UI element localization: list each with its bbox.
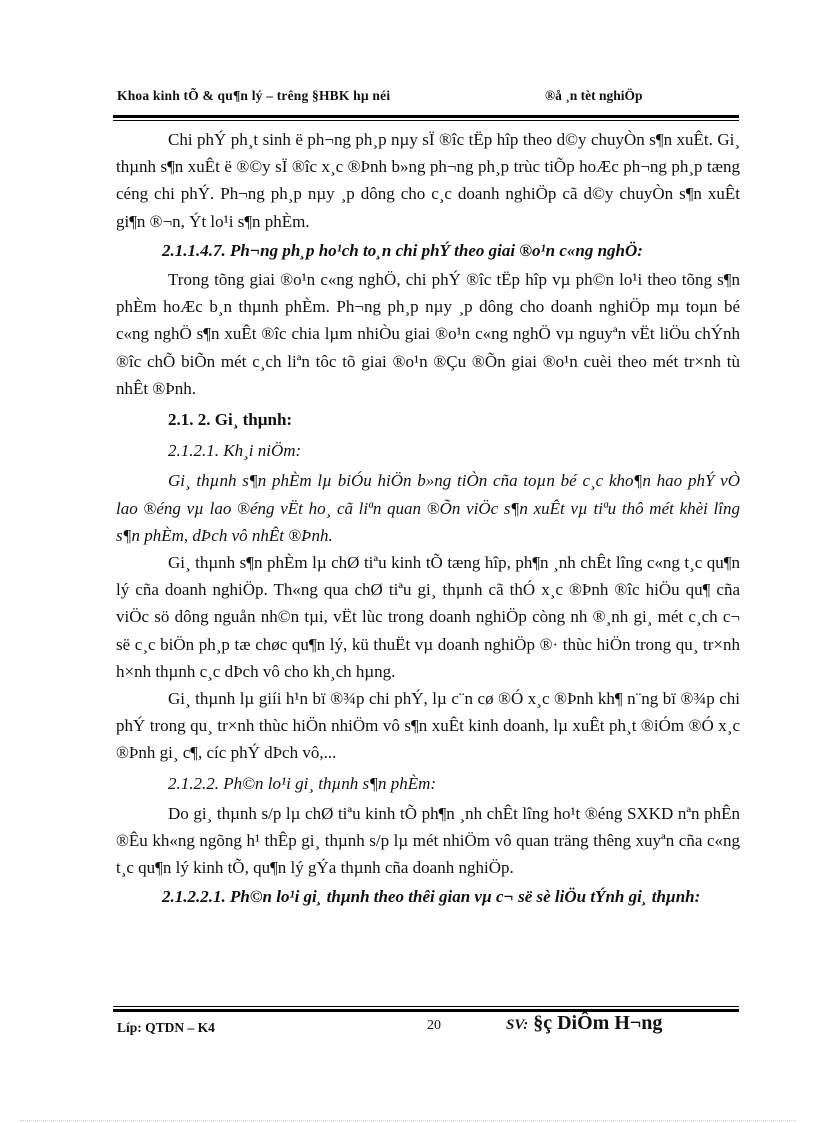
footer-student bbox=[506, 1012, 662, 1035]
paragraph-classification: Do gi¸ thµnh s/p lµ chØ tiªu kinh tÕ ph¶n ¸nh chÊt lîng ho¹t ®éng SXKD nªn phÊn ®Êu kh«ng ngõng h¹ thÊp gi¸ thµnh s/p lµ mét nhiÖm vô quan träng thêng xuyªn cña c«ng t¸c qu¶n lý kinh tÕ, qu¶n lý gÝa thµnh cña doanh nghiÖp. bbox=[116, 803, 740, 878]
student-name: §ç DiÔm H¬ng bbox=[533, 1012, 663, 1034]
page-edge-dots bbox=[20, 1120, 796, 1121]
page-number: 20 bbox=[427, 1018, 441, 1033]
header-department: Khoa kinh tÕ & qu¶n lý – trêng §HBK hµ néi bbox=[117, 88, 391, 103]
subsection-heading-by-time: 2.1.2.2.1. Ph©n lo¹i gi¸ thµnh theo thêi gian vµ c¬ së sè liÖu tÝnh gi¸ thµnh: bbox=[162, 887, 701, 907]
paragraph-stage-costing: Trong tõng giai ®o¹n c«ng nghÖ, chi phÝ ®îc tËp hîp vµ ph©n lo¹i theo tõng s¶n phÈm hoÆc b¸n thµnh phÈm. Ph¬ng ph¸p nµy ¸p dông cho doanh nghiÖp mµ toµn bé c«ng nghÖ s¶n xuÊt ®îc chia lµm nhiÒu giai ®o¹n c«ng nghÖ vµ nguyªn vËt liÖu chÝnh ®îc chÕ biÕn mét c¸ch liªn tôc tõ giai ®o¹n ®Çu ®Õn giai ®o¹n cuèi theo mét tr×nh tù nhÊt ®Þnh. bbox=[116, 270, 740, 398]
section-heading-cost-price: 2.1. 2. Gi¸ thµnh: bbox=[168, 410, 293, 430]
paragraph-economic-indicator: Gi¸ thµnh s¶n phÈm lµ chØ tiªu kinh tÕ tæng hîp, ph¶n ¸nh chÊt lîng c«ng t¸c qu¶n lý cña doanh nghiÖp. Th«ng qua chØ tiªu gi¸ thµnh cã thÓ x¸c ®Þnh ®îc hiÖu qu¶ cña viÖc sö dông nguån nh©n tµi, vËt lùc trong doanh nghiÖp còng nh ®¸nh gi¸ mét c¸ch c¬ së c¸c biÖn ph¸p tæ chøc qu¶n lý, kü thuËt vµ doanh nghiÖp ®· thùc hiÖn trong qu¸ tr×nh h×nh thµnh c¸c dÞch vô cho kh¸ch hµng. bbox=[116, 553, 740, 681]
section-heading-stage-costing: 2.1.1.4.7. Ph¬ng ph¸p ho¹ch to¸n chi phÝ theo giai ®o¹n c«ng nghÖ: bbox=[162, 240, 643, 260]
document-body bbox=[116, 126, 740, 913]
paragraph-production-line-cost: Chi phÝ ph¸t sinh ë ph¬ng ph¸p nµy sÏ ®îc tËp hîp theo d©y chuyÒn s¶n xuÊt. Gi¸ thµnh s¶n xuÊt ë ®©y sÏ ®îc x¸c ®Þnh b»ng ph¬ng ph¸p trùc tiÕp hoÆc ph¬ng ph¸p tæng céng chi phÝ. Ph¬ng ph¸p nµy ¸p dông cho c¸c doanh nghiÖp cã d©y chuyÒn s¶n xuÊt gi¶n ®¬n, Ýt lo¹i s¶n phÈm. bbox=[116, 130, 740, 231]
subsection-heading-concept: 2.1.2.1. Kh¸i niÖm: bbox=[168, 441, 302, 461]
footer-class: Líp: QTDN – K4 bbox=[117, 1020, 215, 1035]
student-label: SV: bbox=[506, 1017, 529, 1033]
header-divider bbox=[113, 115, 739, 121]
paragraph-cost-limit: Gi¸ thµnh lµ giíi h¹n bï ®¾p chi phÝ, lµ c¨n cø ®Ó x¸c ®Þnh kh¶ n¨ng bï ®¾p chi phÝ trong qu¸ tr×nh thùc hiÖn nhiÖm vô s¶n xuÊt kinh doanh, lµ xuÊt ph¸t ®iÓm ®Ó x¸c ®Þnh gi¸ c¶, cíc phÝ dÞch vô,... bbox=[116, 689, 740, 763]
header-thesis-title: ®å ¸n tèt nghiÖp bbox=[545, 88, 643, 103]
subsection-heading-classification: 2.1.2.2. Ph©n lo¹i gi¸ thµnh s¶n phÈm: bbox=[168, 773, 437, 793]
paragraph-definition: Gi¸ thµnh s¶n phÈm lµ biÓu hiÖn b»ng tiÒn cña toµn bé c¸c kho¶n hao phÝ vÒ lao ®éng vµ lao ®éng vËt ho¸ cã liªn quan ®Õn viÖc s¶n xuÊt vµ tiªu thô mét khèi lîng s¶n phÈm, dÞch vô nhÊt ®Þnh. bbox=[116, 471, 740, 545]
